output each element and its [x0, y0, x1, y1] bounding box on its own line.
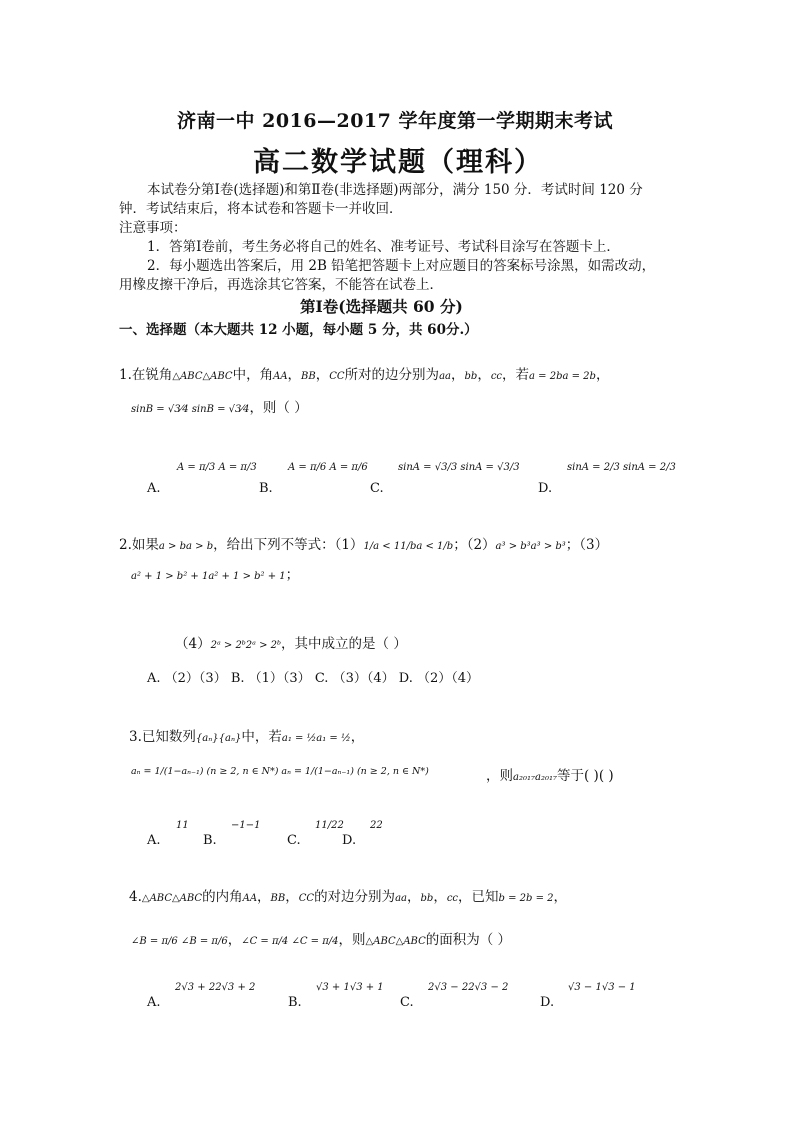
q1-text: ，	[595, 367, 610, 383]
notice-item-2b: 用橡皮擦干净后，再选涂其它答案，不能答在试卷上．	[119, 277, 443, 293]
q1-text: ，	[287, 367, 302, 383]
q4-text: ，	[407, 889, 421, 905]
q4-math: b = 2b = 2	[498, 893, 554, 904]
q1-option-c-label: C.	[370, 481, 384, 496]
q1-text: 所对的边分别为	[344, 367, 440, 383]
q4-option-a-label: A.	[147, 995, 161, 1010]
q4-text: ，	[227, 932, 242, 948]
q4-text: 的对边分别为	[314, 889, 396, 905]
question-2-line-1	[119, 535, 608, 557]
q2-text: 2.如果	[119, 537, 159, 553]
q2-text: ，其中成立的是（ ）	[281, 636, 407, 652]
q1-option-b-expr: A = π/6 A = π/6	[288, 462, 368, 473]
q1-text: ，	[477, 367, 491, 383]
q4-math: BB	[270, 893, 286, 904]
q3-option-b-expr: −1−1	[231, 820, 261, 831]
school-exam-line: 济南一中 2016—2017 学年度第一学期期末考试	[177, 110, 613, 132]
q3-math: a₁ = ½a₁ = ½	[281, 733, 351, 744]
q4-math: △ABC△ABC	[141, 893, 203, 904]
q1-text: 中，角	[232, 367, 274, 383]
q1-option-b-label: B.	[259, 481, 273, 496]
question-2-line-3	[175, 634, 407, 656]
q1-option-d-label: D.	[538, 481, 553, 496]
q3-option-d-label: D.	[342, 833, 357, 848]
q3-text: 3.已知数列	[129, 729, 196, 745]
section-subtitle: 一、选择题（本大题共 12 小题，每小题 5 分，共 60分.）	[119, 322, 478, 338]
q4-text: ，已知	[458, 889, 499, 905]
q2-math: 2ᵃ > 2ᵇ2ᵃ > 2ᵇ	[210, 640, 282, 651]
q1-text: ，则（ ）	[249, 400, 308, 416]
q1-math: bb	[464, 371, 478, 382]
q3-option-a-expr: 11	[176, 820, 189, 831]
q4-option-d-expr: √3 − 1√3 − 1	[568, 982, 636, 993]
question-2-line-2	[131, 565, 299, 587]
q2-math: a > ba > b	[158, 541, 214, 552]
q4-math: CC	[298, 893, 315, 904]
intro-line-1: 本试卷分第Ⅰ卷(选择题)和第Ⅱ卷(非选择题)两部分，满分 150 分．考试时间 120 分	[147, 182, 643, 198]
q1-option-c-expr: sinA = √3/3 sinA = √3/3	[398, 462, 520, 473]
q1-math: BB	[301, 371, 316, 382]
q3-text: 等于( )( )	[557, 768, 614, 784]
q2-text: ，给出下列不等式：（1）	[213, 537, 364, 553]
q4-math: ∠B = π/6 ∠B = π/6	[131, 936, 228, 947]
q4-text: ，则	[338, 932, 366, 948]
q4-option-c-label: C.	[400, 995, 414, 1010]
q4-text: 4.	[129, 889, 142, 905]
q1-option-d-expr: sinA = 2/3 sinA = 2/3	[567, 462, 676, 473]
question-1-line-2	[131, 398, 308, 420]
q2-math: a³ > b³a³ > b³	[495, 541, 566, 552]
q3-math: aₙ = 1/(1−aₙ₋₁) (n ≥ 2, n ∈ N*) aₙ = 1/(1−aₙ₋₁) (n ≥ 2, n ∈ N*)	[131, 766, 429, 777]
question-1-line-1	[119, 365, 609, 387]
q1-math: cc	[490, 371, 503, 382]
q1-math: sinB = √3⁄4 sinB = √3⁄4	[131, 404, 250, 415]
q4-text: ，	[553, 889, 568, 905]
question-3-line-1	[129, 727, 364, 749]
notice-item-1: 1．答第Ⅰ卷前，考生务必将自己的姓名、准考证号、考试科目涂写在答题卡上．	[147, 239, 620, 255]
q2-text: ；（3）	[565, 537, 609, 553]
question-3-line-3	[486, 766, 614, 788]
q4-option-b-expr: √3 + 1√3 + 1	[316, 982, 384, 993]
q4-option-c-expr: 2√3 − 22√3 − 2	[428, 982, 509, 993]
q3-option-d-expr: 22	[370, 820, 383, 831]
notice-title: 注意事项：	[119, 220, 187, 236]
q1-text: ，	[451, 367, 465, 383]
q3-option-c-label: C.	[287, 833, 301, 848]
q2-math: a² + 1 > b² + 1a² + 1 > b² + 1	[131, 571, 286, 582]
q2-options: A. （2）（3） B. （1）（3） C. （3）（4） D. （2）（4）	[147, 671, 480, 686]
question-3-line-2	[131, 762, 429, 782]
q3-text: ，	[350, 729, 365, 745]
q4-math: cc	[446, 893, 459, 904]
q1-math: △ABC△ABC	[172, 371, 233, 382]
q3-option-b-label: B.	[203, 833, 217, 848]
q4-text: 的面积为（ ）	[425, 932, 512, 948]
q4-math: △ABC△ABC	[365, 936, 426, 947]
q1-text: ，	[315, 367, 330, 383]
q1-math: aa	[439, 371, 451, 382]
q3-option-c-expr: 11/22	[315, 820, 344, 831]
q4-math: AA	[242, 893, 258, 904]
q1-option-a-label: A.	[147, 481, 161, 496]
q2-text: ；（2）	[453, 537, 496, 553]
q4-math: bb	[420, 893, 434, 904]
q4-math: ∠C = π/4 ∠C = π/4	[241, 936, 339, 947]
notice-item-2a: 2．每小题选出答案后，用 2B 铅笔把答题卡上对应题目的答案标号涂黑，如需改动，	[147, 258, 656, 274]
exam-title: 高二数学试题（理科）	[253, 147, 543, 178]
question-4-line-2	[131, 930, 511, 952]
q3-math: {aₙ}{aₙ}	[195, 733, 242, 744]
q2-text: （4）	[175, 636, 211, 652]
q3-text: 中，若	[241, 729, 282, 745]
q2-text: ；	[285, 567, 300, 583]
q4-option-b-label: B.	[288, 995, 302, 1010]
section-title: 第Ⅰ卷(选择题共 60 分)	[300, 297, 463, 316]
q1-text: ，若	[502, 367, 530, 383]
q4-math: aa	[395, 893, 407, 904]
q1-math: CC	[329, 371, 345, 382]
q3-math: a₂₀₁₇a₂₀₁₇	[513, 772, 557, 783]
q3-option-a-label: A.	[147, 833, 161, 848]
q1-math: AA	[273, 371, 288, 382]
q1-math: a = 2ba = 2b	[529, 371, 596, 382]
q4-text: 的内角	[202, 889, 243, 905]
q4-text: ，	[433, 889, 447, 905]
question-4-line-1	[129, 887, 567, 909]
q4-text: ，	[257, 889, 271, 905]
q1-text: 1.在锐角	[119, 367, 173, 383]
q1-option-a-expr: A = π/3 A = π/3	[177, 462, 257, 473]
q4-text: ，	[285, 889, 299, 905]
q3-text: ，则	[486, 768, 513, 784]
q4-option-a-expr: 2√3 + 22√3 + 2	[175, 982, 256, 993]
q4-option-d-label: D.	[540, 995, 555, 1010]
q2-math: 1/a < 11/ba < 1/b	[363, 541, 454, 552]
intro-line-2: 钟．考试结束后，将本试卷和答题卡一并收回．	[119, 201, 403, 217]
